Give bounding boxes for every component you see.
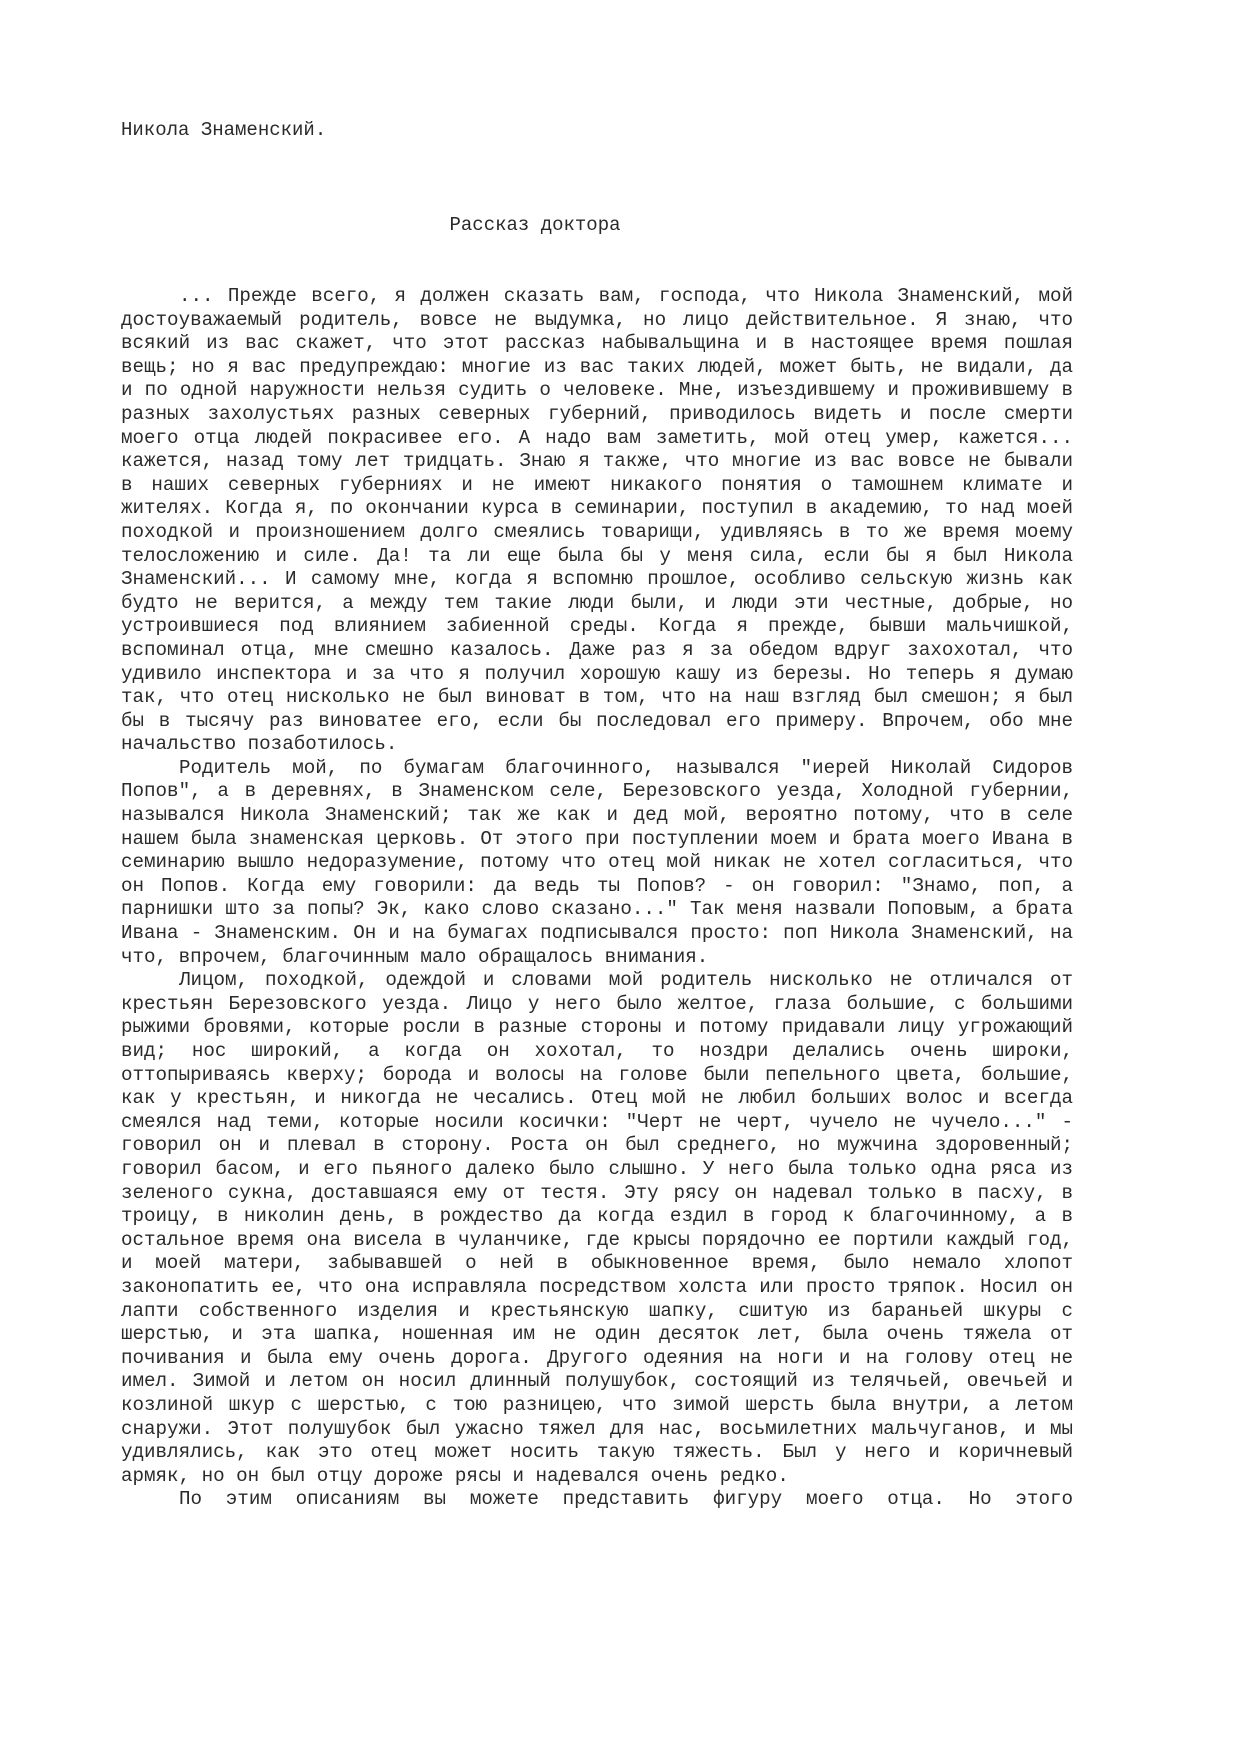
paragraph-2: Родитель мой, по бумагам благочинного, назывался "иерей Николай Сидоров Попов", а в деревнях, в Знаменском селе, Березовского уезда, Холодной губернии, назывался Никола Знаменский; так же как и дед мой, вероятно потому, что в селе нашем была знаменская церковь. От этого при поступлении моем и брата моего Ивана в семинарию вышло недоразумение, потому что отец мой никак не хотел согласиться, что он Попов. Когда ему говорили: да ведь ты Попов? - он говорил: "Знамо, поп, а парнишки што за попы? Эк, како слово сказано..." Так меня назвали Поповым, а брата Ивана - Знаменским. Он и на бумагах подписывался просто: поп Никола Знаменский, на что, впрочем, благочинным мало обращалось внимания.	[121, 756, 1073, 968]
story-body	[121, 285, 1073, 1512]
story-title: Рассказ доктора	[449, 214, 621, 236]
paragraph-3: Лицом, походкой, одеждой и словами мой родитель нисколько не отличался от крестьян Березовского уезда. Лицо у него было желтое, глаза большие, с большими рыжими бровями, которые росли в разные стороны и потому придавали лицу угрожающий вид; нос широкий, а когда он хохотал, то ноздри делались очень широки, оттопыриваясь кверху; борода и волосы на голове были пепельного цвета, большие, как у крестьян, и никогда не чесались. Отец мой не любил больших волос и всегда смеялся над теми, которые носили косички: "Черт не черт, чучело не чучело..." - говорил он и плевал в сторону. Роста он был среднего, но мужчина здоровенный; говорил басом, и его пьяного далеко было слышно. У него была только одна ряса из зеленого сукна, доставшаяся ему от тестя. Эту рясу он надевал только в пасху, в троицу, в николин день, в рождество да когда ездил в город к благочинному, а в остальное время она висела в чуланчике, где крысы порядочно ее портили каждый год, и моей матери, забывавшей о ней в обыкновенное время, было немало хлопот законопатить ее, что она исправляла посредством холста или просто тряпок. Носил он лапти собственного изделия и крестьянскую шапку, сшитую из бараньей шкуры с шерстью, и эта шапка, ношенная им не один десяток лет, была очень тяжела от почивания и была ему очень дорога. Другого одеяния на ноги и на голову отец не имел. Зимой и летом он носил длинный полушубок, состоящий из телячьей, овечьей и козлиной шкур с шерстью, с тою разницею, что зимой шерсть была внутри, а летом снаружи. Этот полушубок был ужасно тяжел для нас, восьмилетних мальчуганов, и мы удивлялись, как это отец может носить такую тяжесть. Был у него и коричневый армяк, но он был отцу дороже рясы и надевался очень редко.	[121, 969, 1073, 1487]
author-heading: Никола Знаменский.	[121, 119, 327, 141]
paragraph-4: По этим описаниям вы можете представить фигуру моего отца. Но этого	[179, 1488, 1073, 1511]
paragraph-1: ... Прежде всего, я должен сказать вам, господа, что Никола Знаменский, мой достоуважаемый родитель, вовсе не выдумка, но лицо действительное. Я знаю, что всякий из вас скажет, что этот рассказ набывальщина и в настоящее время пошлая вещь; но я вас предупреждаю: многие из вас таких людей, может быть, не видали, да и по одной наружности нельзя судить о человеке. Мне, изъездившему и проживившему в разных захолустьях разных северных губерний, приводилось видеть и после смерти моего отца людей покрасивее его. А надо вам заметить, мой отец умер, кажется... кажется, назад тому лет тридцать. Знаю я также, что многие из вас вовсе не бывали в наших северных губерниях и не имеют никакого понятия о тамошнем климате и жителях. Когда я, по окончании курса в семинарии, поступил в академию, то над моей походкой и произношением долго смеялись товарищи, удивляясь в то же время моему телосложению и силе. Да! та ли еще была бы у меня сила, если бы я был Никола Знаменский... И самому мне, когда я вспомню прошлое, особливо сельскую жизнь как будто не верится, а между тем такие люди были, и люди эти честные, добрые, но устроившиеся под влиянием забиенной среды. Когда я прежде, бывши мальчишкой, вспоминал отца, мне смешно казалось. Даже раз я за обедом вдруг захохотал, что удивило инспектора и за что я получил хорошую кашу из березы. Но теперь я думаю так, что отец нисколько не был виноват в том, что на наш взгляд был смешон; я был бы в тысячу раз виноватее его, если бы последовал его примеру. Впрочем, обо мне начальство позаботилось.	[121, 285, 1073, 756]
